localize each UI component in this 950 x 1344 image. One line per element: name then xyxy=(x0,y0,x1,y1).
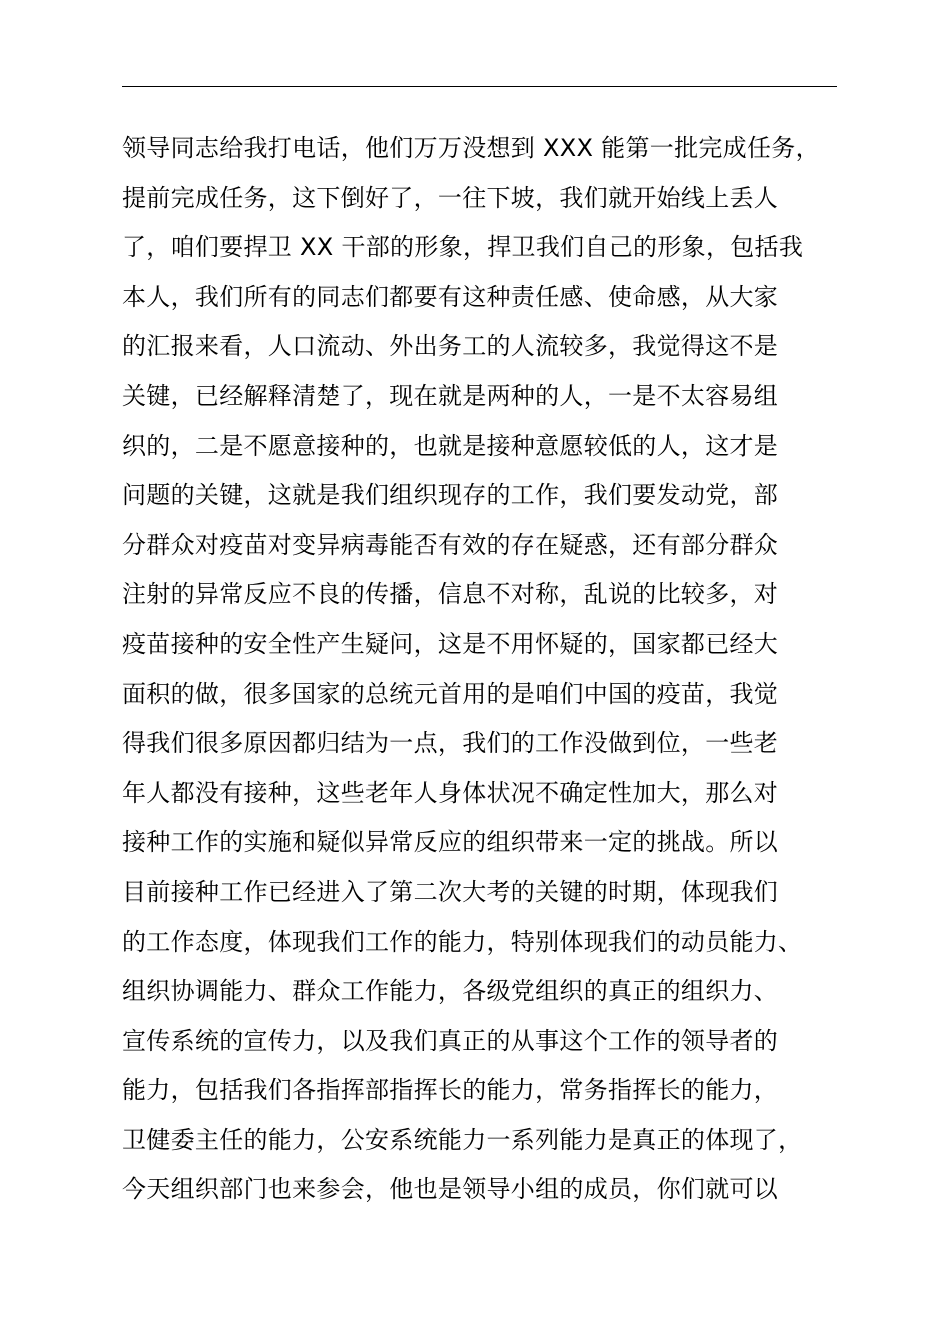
text-line-11: 疫苗接种的安全性产生疑问，这是不用怀疑的，国家都已经大 xyxy=(122,629,779,658)
text-line-4: 本人，我们所有的同志们都要有这种责任感、使命感，从大家 xyxy=(122,282,779,311)
text-line-10: 注射的异常反应不良的传播，信息不对称，乱说的比较多，对 xyxy=(122,580,779,609)
text-line-6: 关键，已经解释清楚了，现在就是两种的人，一是不太容易组 xyxy=(122,381,779,410)
text-line-7: 织的，二是不愿意接种的，也就是接种意愿较低的人，这才是 xyxy=(122,431,779,460)
text-line-17: 的工作态度，体现我们工作的能力，特别体现我们的动员能力、 xyxy=(122,927,803,956)
text-line-2: 提前完成任务，这下倒好了，一往下坡，我们就开始线上丢人 xyxy=(122,183,779,212)
text-line-3: 了，咱们要捍卫 XX 干部的形象，捍卫我们自己的形象，包括我 xyxy=(122,233,804,262)
text-line-16: 目前接种工作已经进入了第二次大考的关键的时期，体现我们 xyxy=(122,877,779,906)
header-rule xyxy=(122,86,837,87)
text-line-18: 组织协调能力、群众工作能力，各级党组织的真正的组织力、 xyxy=(122,977,779,1006)
text-line-19: 宣传系统的宣传力，以及我们真正的从事这个工作的领导者的 xyxy=(122,1026,779,1055)
text-line-5: 的汇报来看，人口流动、外出务工的人流较多，我觉得这不是 xyxy=(122,332,779,361)
text-line-9: 分群众对疫苗对变异病毒能否有效的存在疑惑，还有部分群众 xyxy=(122,530,779,559)
text-line-20: 能力，包括我们各指挥部指挥长的能力，常务指挥长的能力， xyxy=(122,1076,779,1105)
body-text xyxy=(122,124,902,1215)
text-line-22: 今天组织部门也来参会，他也是领导小组的成员，你们就可以 xyxy=(122,1175,779,1204)
text-line-13: 得我们很多原因都归结为一点，我们的工作没做到位，一些老 xyxy=(122,729,779,758)
text-line-12: 面积的做，很多国家的总统元首用的是咱们中国的疫苗，我觉 xyxy=(122,679,779,708)
text-line-8: 问题的关键，这就是我们组织现存的工作，我们要发动党，部 xyxy=(122,481,779,510)
text-line-1: 领导同志给我打电话，他们万万没想到 XXX 能第一批完成任务， xyxy=(122,134,820,162)
text-line-15: 接种工作的实施和疑似异常反应的组织带来一定的挑战。所以 xyxy=(122,828,779,857)
text-line-21: 卫健委主任的能力，公安系统能力一系列能力是真正的体现了， xyxy=(122,1125,803,1154)
text-line-14: 年人都没有接种，这些老年人身体状况不确定性加大，那么对 xyxy=(122,778,779,807)
